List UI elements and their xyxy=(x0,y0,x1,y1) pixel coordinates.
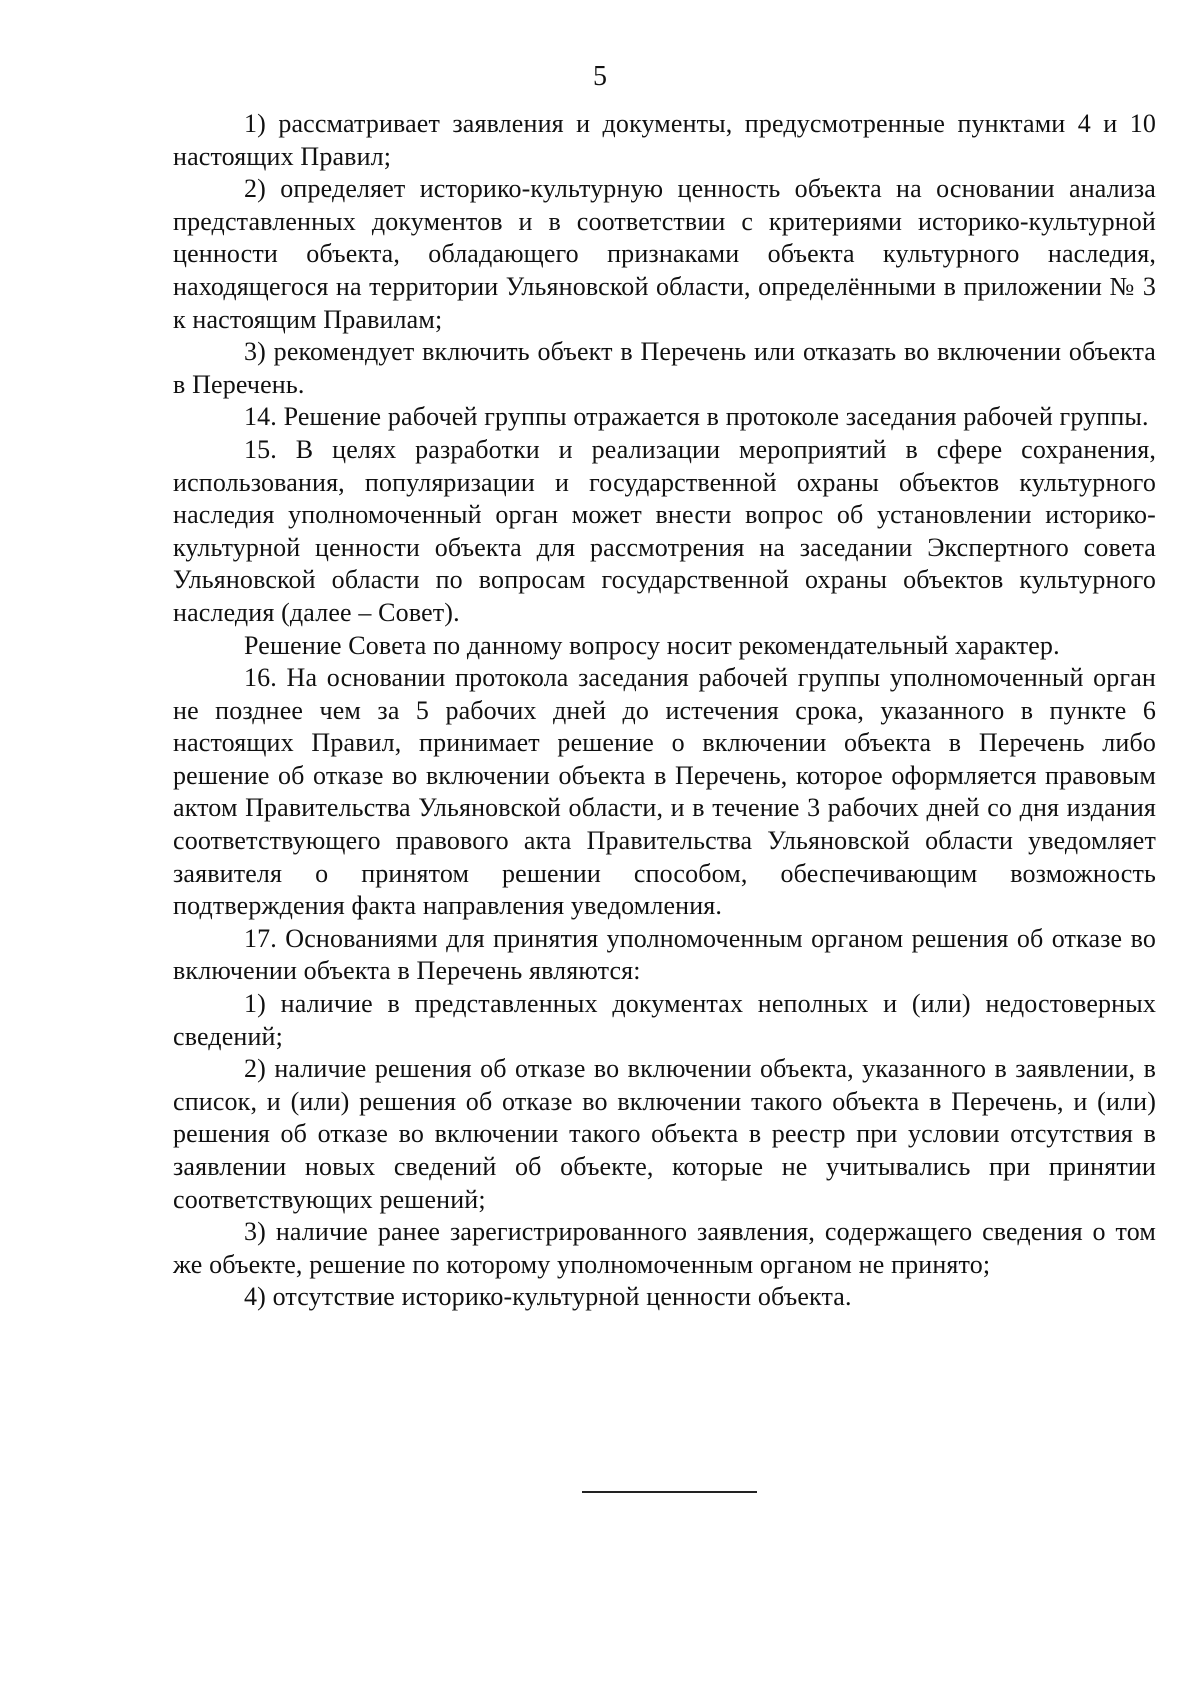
paragraph-13-2: 2) определяет историко-культурную ценность объекта на основании анализа представленных документов и в соответствии с критериями историко-культурной ценности объекта, обладающего признаками объекта культурного наследия, находящегося на территории Ульяновской области, определёнными в приложении № 3 к настоящим Правилам; xyxy=(173,174,1156,334)
paragraph-13-3: 3) рекомендует включить объект в Перечень или отказать во включении объекта в Перечень. xyxy=(173,337,1156,399)
paragraph-16: 16. На основании протокола заседания рабочей группы уполномоченный орган не позднее чем за 5 рабочих дней до истечения срока, указанного в пункте 6 настоящих Правил, принимает решение о включении объекта в Перечень либо решение об отказе во включении объекта в Перечень, которое оформляется правовым актом Правительства Ульяновской области, и в течение 3 рабочих дней со дня издания соответствующего правового акта Правительства Ульяновской области уведомляет заявителя о принятом решении способом, обеспечивающим возможность подтверждения факта направления уведомления. xyxy=(173,663,1156,921)
page-number: 5 xyxy=(593,61,607,92)
document-body xyxy=(173,108,1156,1314)
paragraph-17: 17. Основаниями для принятия уполномоченным органом решения об отказе во включении объекта в Перечень являются: xyxy=(173,923,1156,986)
paragraph-17-3: 3) наличие ранее зарегистрированного заявления, содержащего сведения о том же объекте, решение по которому уполномоченным органом не принято; xyxy=(173,1217,1156,1279)
paragraph-14: 14. Решение рабочей группы отражается в протоколе заседания рабочей группы. xyxy=(244,402,1149,432)
paragraph-15: 15. В целях разработки и реализации мероприятий в сфере сохранения, использования, популяризации и государственной охраны объектов культурного наследия уполномоченный орган может внести вопрос об установлении историко-культурной ценности объекта для рассмотрения на заседании Экспертного совета Ульяновской области по вопросам государственной охраны объектов культурного наследия (далее – Совет). xyxy=(173,434,1156,627)
paragraph-15-note: Решение Совета по данному вопросу носит рекомендательный характер. xyxy=(244,630,1060,660)
paragraph-13-1: 1) рассматривает заявления и документы, предусмотренные пунктами 4 и 10 настоящих Правил; xyxy=(173,109,1156,171)
paragraph-17-1: 1) наличие в представленных документах неполных и (или) недостоверных сведений; xyxy=(173,989,1156,1051)
end-divider xyxy=(582,1491,757,1493)
paragraph-17-2: 2) наличие решения об отказе во включении объекта, указанного в заявлении, в список, и (или) решения об отказе во включении такого объекта в Перечень, и (или) решения об отказе во включении такого объекта в реестр при условии отсутствия в заявлении новых сведений об объекте, которые не учитывались при принятии соответствующих решений; xyxy=(173,1054,1156,1214)
paragraph-17-4: 4) отсутствие историко-культурной ценности объекта. xyxy=(244,1282,852,1312)
